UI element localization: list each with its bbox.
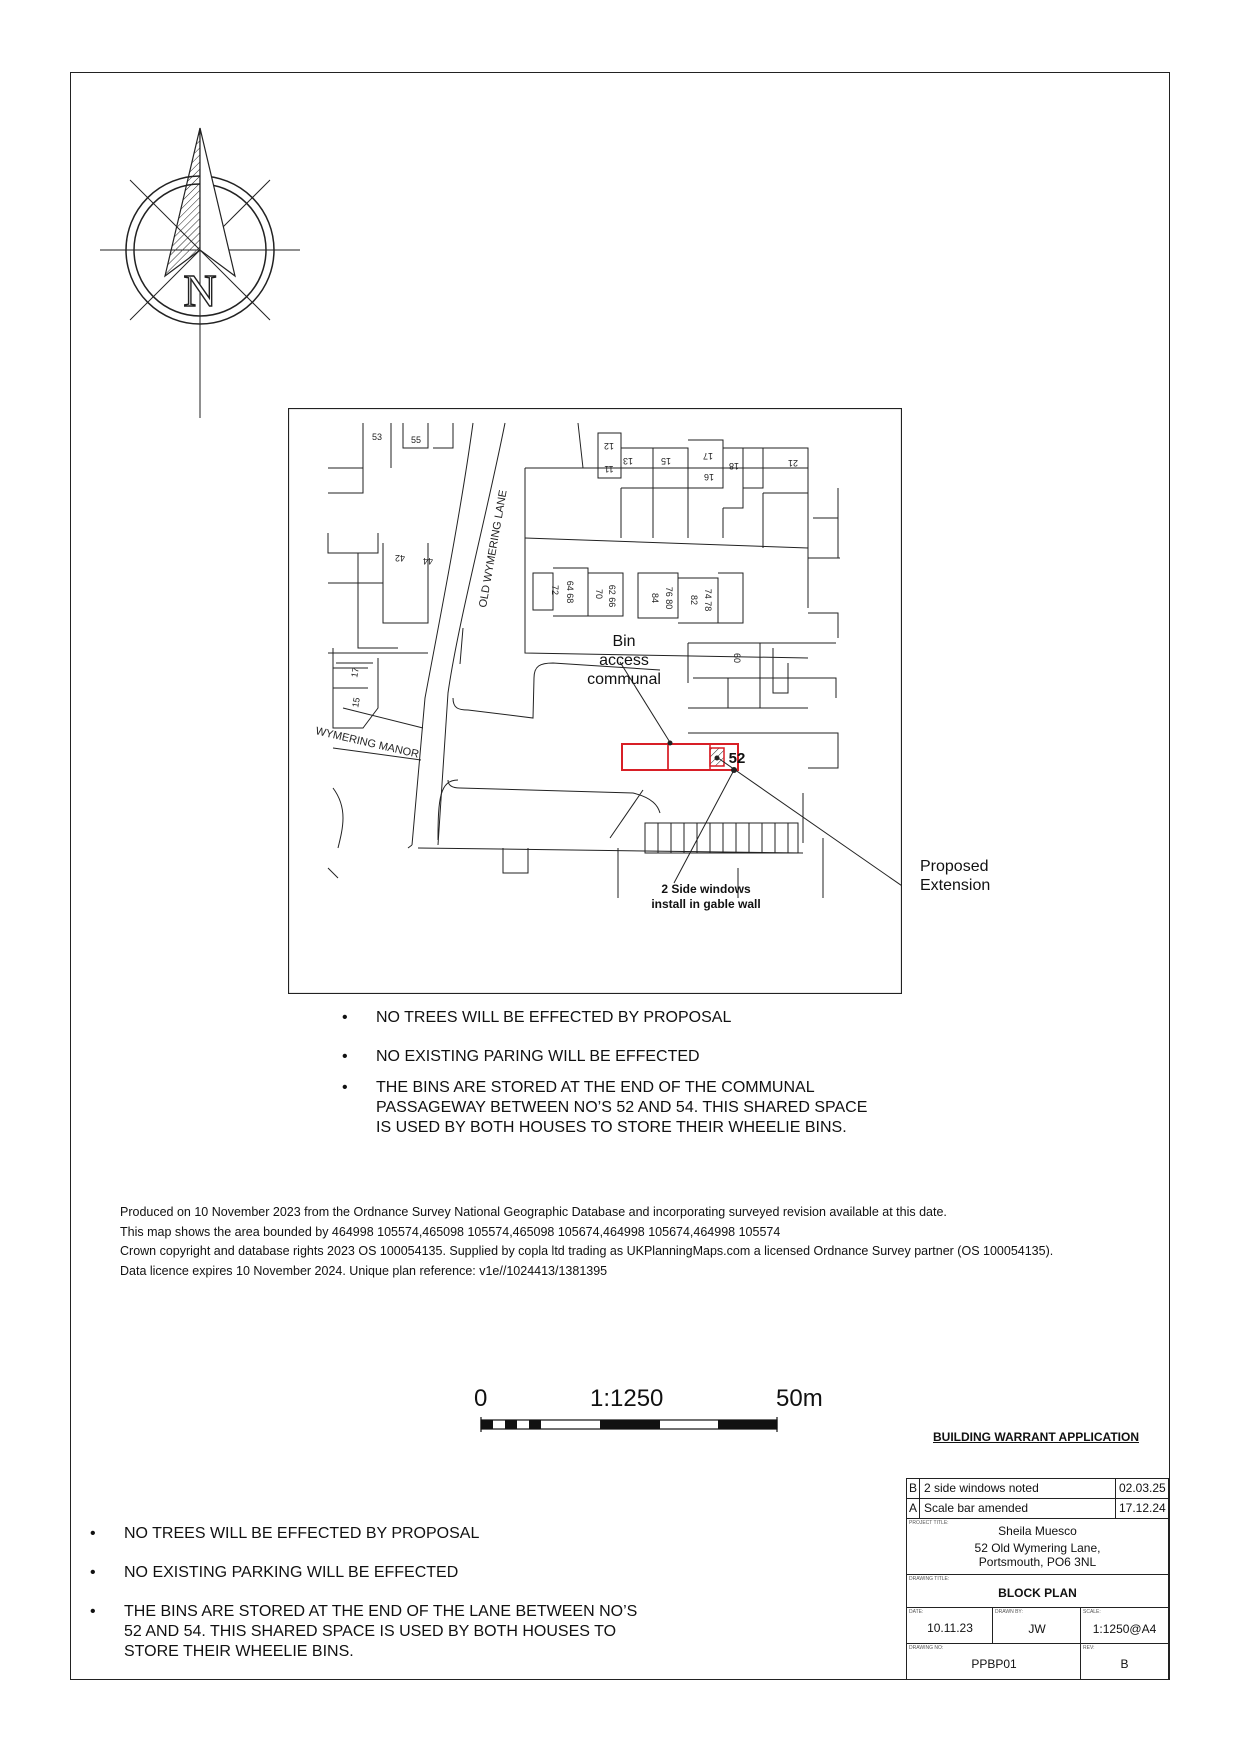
- revision-code: A: [907, 1499, 920, 1518]
- house-number: 15: [660, 456, 672, 466]
- side-windows-label-line: 2 Side windows: [661, 882, 751, 896]
- note-item: • NO TREES WILL BE EFFECTED BY PROPOSAL: [342, 1008, 902, 1028]
- address-line: 52 Old Wymering Lane,: [974, 1541, 1101, 1555]
- house-number: 74 78: [703, 588, 713, 612]
- house-number: 60: [732, 652, 742, 664]
- house-number: 11: [604, 464, 614, 474]
- side-windows-label-line: install in gable wall: [651, 897, 761, 911]
- house-number: 76 80: [664, 586, 674, 610]
- house-number: 55: [410, 435, 422, 445]
- house-number: 12: [603, 441, 615, 451]
- current-revision: B: [1120, 1657, 1129, 1671]
- proposed-extension-label: [920, 857, 990, 895]
- scale-start-label: 0: [474, 1385, 488, 1412]
- house-number: 53: [371, 432, 383, 442]
- drawing-number: PPBP01: [971, 1657, 1017, 1671]
- revision-row: [907, 1479, 1168, 1499]
- north-letter: N: [183, 265, 217, 316]
- credit-line: This map shows the area bounded by 464998 105574,465098 105574,465098 105674,464998 105674,464998 105574: [120, 1224, 781, 1239]
- drawing-date: 10.11.23: [927, 1621, 973, 1635]
- title-block: [906, 1478, 1169, 1680]
- note-item: • THE BINS ARE STORED AT THE END OF THE COMMUNAL PASSAGEWAY BETWEEN NO’S 52 AND 54. THIS SHARED SPACE IS USED BY BOTH HOUSES TO STORE THEIR WHEELIE BINS.: [342, 1078, 876, 1138]
- date-label: DATE:: [909, 1609, 924, 1615]
- house-number: 82: [689, 594, 699, 606]
- drawn-by: JW: [1028, 1622, 1046, 1636]
- drawing-number-label: DRAWING NO:: [909, 1645, 944, 1651]
- house-number: 84: [650, 592, 660, 604]
- house-number: 16: [703, 472, 715, 482]
- revision-label: REV:: [1083, 1645, 1095, 1651]
- client-name: Sheila Muesco: [998, 1524, 1077, 1538]
- bin-label-line: access: [599, 652, 649, 669]
- upper-notes: [342, 1008, 902, 1138]
- credit-line: Crown copyright and database rights 2023 OS 100054135. Supplied by copla ltd trading as UKPlanningMaps.com a licensed Ordnance Survey partner (OS 100054135).: [120, 1244, 1054, 1258]
- site-map: [288, 408, 902, 994]
- note-item: • THE BINS ARE STORED AT THE END OF THE LANE BETWEEN NO’S 52 AND 54. THIS SHARED SPACE IS USED BY BOTH HOUSES TO STORE THEIR WHEELIE BINS.: [90, 1602, 644, 1662]
- revision-description: Scale bar amended: [920, 1499, 1116, 1518]
- house-number: 62 66: [607, 584, 617, 608]
- street-label-old-wymering-lane: OLD WYMERING LANE: [477, 489, 510, 609]
- house-number: 18: [728, 461, 740, 471]
- house-number: 21: [787, 458, 799, 468]
- lower-notes: [90, 1524, 650, 1662]
- note-item: • NO EXISTING PARKING WILL BE EFFECTED: [90, 1563, 650, 1583]
- revision-row: [907, 1499, 1168, 1519]
- revision-date: 17.12.24: [1119, 1501, 1166, 1515]
- credit-line: Data licence expires 10 November 2024. Unique plan reference: v1e//1024413/1381395: [120, 1263, 608, 1278]
- house-number: 70: [594, 588, 604, 600]
- house-number: 64 68: [565, 580, 575, 604]
- house-number: 42: [394, 553, 406, 563]
- house-number: 13: [622, 456, 634, 466]
- street-label-wymering-manor: WYMERING MANOR: [314, 725, 421, 761]
- north-arrow-icon: [95, 118, 305, 423]
- subject-property-number: 52: [728, 750, 746, 767]
- house-number: 44: [422, 556, 434, 566]
- note-item: • NO TREES WILL BE EFFECTED BY PROPOSAL: [90, 1524, 650, 1544]
- scale-label: SCALE:: [1083, 1609, 1101, 1615]
- drawing-title-section: [907, 1575, 1168, 1608]
- note-item: • NO EXISTING PARING WILL BE EFFECTED: [342, 1047, 902, 1067]
- building-warrant-heading: BUILDING WARRANT APPLICATION: [933, 1430, 1139, 1444]
- bin-label-line: Bin: [612, 633, 636, 650]
- drawing-number-section: [907, 1644, 1168, 1679]
- revision-date: 02.03.25: [1119, 1481, 1166, 1495]
- house-number: 15: [350, 696, 362, 709]
- os-credits: [120, 1203, 1053, 1281]
- bin-label-line: communal: [587, 671, 661, 688]
- house-number: 72: [550, 584, 560, 596]
- drawing-scale: 1:1250@A4: [1092, 1622, 1157, 1636]
- drawing-title-label: DRAWING TITLE:: [909, 1576, 950, 1582]
- revision-code: B: [907, 1479, 920, 1498]
- revision-description: 2 side windows noted: [920, 1479, 1116, 1498]
- date-drawn-scale-section: [907, 1608, 1168, 1644]
- project-title-label: PROJECT TITLE:: [909, 1520, 949, 1526]
- drawn-by-label: DRAWN BY:: [995, 1609, 1023, 1615]
- extension-label-line: Extension: [920, 877, 991, 894]
- house-number: 17: [702, 451, 714, 461]
- house-number: 17: [349, 666, 361, 679]
- extension-label-line: Proposed: [920, 858, 989, 875]
- scale-end-label: 50m: [776, 1385, 823, 1412]
- credit-line: Produced on 10 November 2023 from the Ordnance Survey National Geographic Database and incorporating surveyed revision available at this date.: [120, 1205, 947, 1219]
- project-title-section: [907, 1519, 1168, 1575]
- scale-bar: [480, 1417, 780, 1433]
- drawing-title: BLOCK PLAN: [998, 1586, 1077, 1600]
- address-line: Portsmouth, PO6 3NL: [978, 1555, 1097, 1569]
- scale-ratio-label: 1:1250: [590, 1385, 664, 1412]
